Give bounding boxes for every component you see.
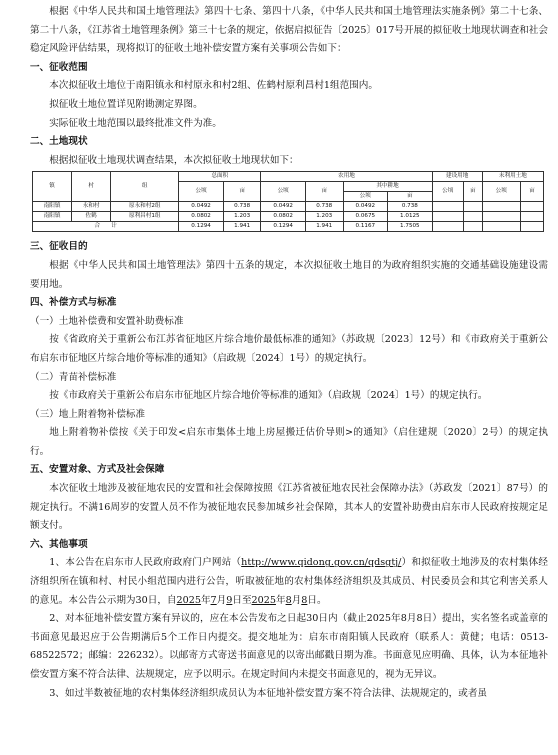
total-farm-hectare: 0.1294 [261,222,306,232]
date-day: 9 [226,594,233,606]
cell-total-hectare: 0.0802 [179,212,224,222]
total-unused-hectare [482,222,520,232]
text-span: 月 [291,594,302,606]
text-span: 年 [275,594,286,606]
cell-total-hectare: 0.0492 [179,202,224,212]
cell-total-mu: 0.738 [223,202,261,212]
section-3-paragraph-1: 根据《中华人民共和国土地管理法》第四十五条的规定，本次拟征收土地目的为政府组织实施的交通基础设施建设需要用地。 [30,259,548,290]
table-total-row [33,222,544,232]
cell-zhen: 南阳镇 [33,202,72,212]
section-2-title: 二、土地现状 [30,136,88,148]
cell-farm-hectare: 0.0492 [261,202,306,212]
total-arable-mu: 1.7505 [388,222,433,232]
section-2-paragraph-1: 根据拟征收土地现状调查结果，本次拟征收土地现状如下： [49,154,299,166]
cell-zu: 原利昌村1组 [111,212,179,222]
unit-hectare: 公顷 [482,182,520,202]
section-4-subtitle-3: （三）地上附着物补偿标准 [30,408,146,420]
total-total-hectare: 0.1294 [179,222,224,232]
section-4-title: 四、补偿方式与标准 [30,297,117,309]
total-label: 合 计 [33,222,179,232]
intro-paragraph: 根据《中华人民共和国土地管理法》第四十七条、第四十八条，《中华人民共和国土地管理法实施条例》第二十七条、第二十八条，《江苏省土地管理条例》第三十七条的规定，依据启拟征告〔2025〕017号开展的拟征收土地现状调查和社会稳定风险评估结果，现将拟订的征收土地补偿安置方案有关事项公告如下： [30,6,548,55]
total-arable-hectare: 0.1167 [343,222,388,232]
cell-construction-mu [463,202,482,212]
text-span: 月 [216,594,227,606]
section-1-paragraph-3: 实际征收土地范围以最终批准文件为准。 [49,117,222,129]
section-4-paragraph-1: 按《省政府关于重新公布江苏省征地区片综合地价最低标准的通知》（苏政规〔2023〕12号）和《市政府关于重新公布启东市征地区片综合地价等标准的通知》（启政规〔2024〕1号）的规定执行。 [30,334,548,364]
unit-mu: 亩 [388,192,433,202]
cell-construction-hectare [432,202,463,212]
total-construction-mu [463,222,482,232]
unit-hectare: 公顷 [432,182,463,202]
cell-farm-mu: 1.203 [305,212,343,222]
header-zhen: 镇 [33,172,72,202]
total-unused-mu [520,222,543,232]
header-of-which-arable: 其中耕地 [343,182,432,192]
total-total-mu: 1.941 [223,222,261,232]
unit-hectare: 公顷 [343,192,388,202]
unit-mu: 亩 [305,182,343,202]
section-5-paragraph-1: 本次征收土地涉及被征地农民的安置和社会保障按照《江苏省被征地农民社会保障办法》（苏政发〔2021〕87号）的规定执行。不满16周岁的安置人员不作为被征地农民参加城乡社会保障，其本人的安置补助费由启东市人民政府按规定足额支付。 [30,483,548,532]
text-span: 日。 [307,594,327,606]
unit-mu: 亩 [520,182,543,202]
unit-hectare: 公顷 [261,182,306,202]
date-month: 7 [210,594,217,606]
cell-cun: 佐鹤 [72,212,111,222]
table-row [33,202,544,212]
cell-unused-hectare [482,202,520,212]
cell-total-mu: 1.203 [223,212,261,222]
section-6-title: 六、其他事项 [30,538,88,550]
date-day: 8 [301,594,308,606]
section-4-paragraph-3: 地上附着物补偿按《关于印发<启东市集体土地上房屋搬迁估价导则>的通知》（启住建规〔2020〕2号）的规定执行。 [30,427,548,457]
cell-arable-mu: 0.738 [388,202,433,212]
section-4-subtitle-1: （一）土地补偿费和安置补助费标准 [30,315,184,327]
unit-hectare: 公顷 [179,182,224,202]
table-row [33,212,544,222]
total-farm-mu: 1.941 [305,222,343,232]
date-month: 8 [285,594,292,606]
cell-zu: 原永和村2组 [111,202,179,212]
section-1-paragraph-1: 本次拟征收土地位于南阳镇永和村原永和村2组、佐鹤村原利昌村1组范围内。 [49,80,378,92]
header-total-area: 总面积 [179,172,261,182]
government-portal-link[interactable]: http://www.qidong.gov.cn/qdsgtj/ [241,557,402,569]
section-6-paragraph-2: 2、对本征地补偿安置方案有异议的，应在本公告发布之日起30日内（截止2025年8月8日）提出，实名签名或盖章的书面意见最迟应于公告期满后5个工作日内提交。提交地址为：启东市南阳镇人民政府（联系人：黄健；电话：0513-68522572；邮编：226232）。以邮寄方式寄送书面意见的以寄出邮戳日期为准。书面意见应明确、具体，认为本征地补偿安置方案不符合法律、法规规定，应予以明示。在规定时间内未提交书面意见的，视为无异议。 [30,613,548,680]
section-4-subtitle-2: （二）青苗补偿标准 [30,371,117,383]
cell-unused-mu [520,202,543,212]
total-construction-hectare [432,222,463,232]
cell-arable-hectare: 0.0675 [343,212,388,222]
cell-farm-mu: 0.738 [305,202,343,212]
header-zu: 组 [111,172,179,202]
table-header-row-1 [33,172,544,182]
section-4-paragraph-2: 按《市政府关于重新公布启东市征地区片综合地价等标准的通知》（启政规〔2024〕1号）的规定执行。 [49,390,488,402]
header-construction-land: 建设用地 [432,172,482,182]
text-span: 日至 [232,594,252,606]
cell-cun: 永和村 [72,202,111,212]
cell-arable-hectare: 0.0492 [343,202,388,212]
section-3-title: 三、征收目的 [30,241,88,253]
date-year: 2025 [176,594,201,606]
header-cun: 村 [72,172,111,202]
cell-construction-hectare [432,212,463,222]
header-farmland: 农用地 [261,172,432,182]
date-year: 2025 [251,594,276,606]
land-status-table [32,171,544,232]
cell-farm-hectare: 0.0802 [261,212,306,222]
unit-mu: 亩 [463,182,482,202]
cell-unused-hectare [482,212,520,222]
cell-construction-mu [463,212,482,222]
section-1-paragraph-2: 拟征收土地位置详见附勘测定界图。 [49,98,203,110]
section-1-title: 一、征收范围 [30,61,88,73]
text-span: 年 [200,594,211,606]
cell-zhen: 南阳镇 [33,212,72,222]
section-5-title: 五、安置对象、方式及社会保障 [30,464,165,476]
section-6-paragraph-3: 3、如过半数被征地的农村集体经济组织成员认为本征地补偿安置方案不符合法律、法规规定的，或者虽 [49,687,488,699]
unit-mu: 亩 [223,182,261,202]
cell-unused-mu [520,212,543,222]
text-span: 1、本公告在启东市人民政府政府门户网站（ [49,557,242,569]
text-span: ）和拟征收土地涉及的农村集体经济组织所在镇和村、村民小组范围内进行公告，听取被征地的农村集体经济组织及其成员、村民委员会和其它利害关系人的意见。本公告公示期为30日，自 [30,557,548,606]
header-unused-land: 未利用土地 [482,172,543,182]
cell-arable-mu: 1.0125 [388,212,433,222]
section-6-paragraph-1 [30,554,548,610]
